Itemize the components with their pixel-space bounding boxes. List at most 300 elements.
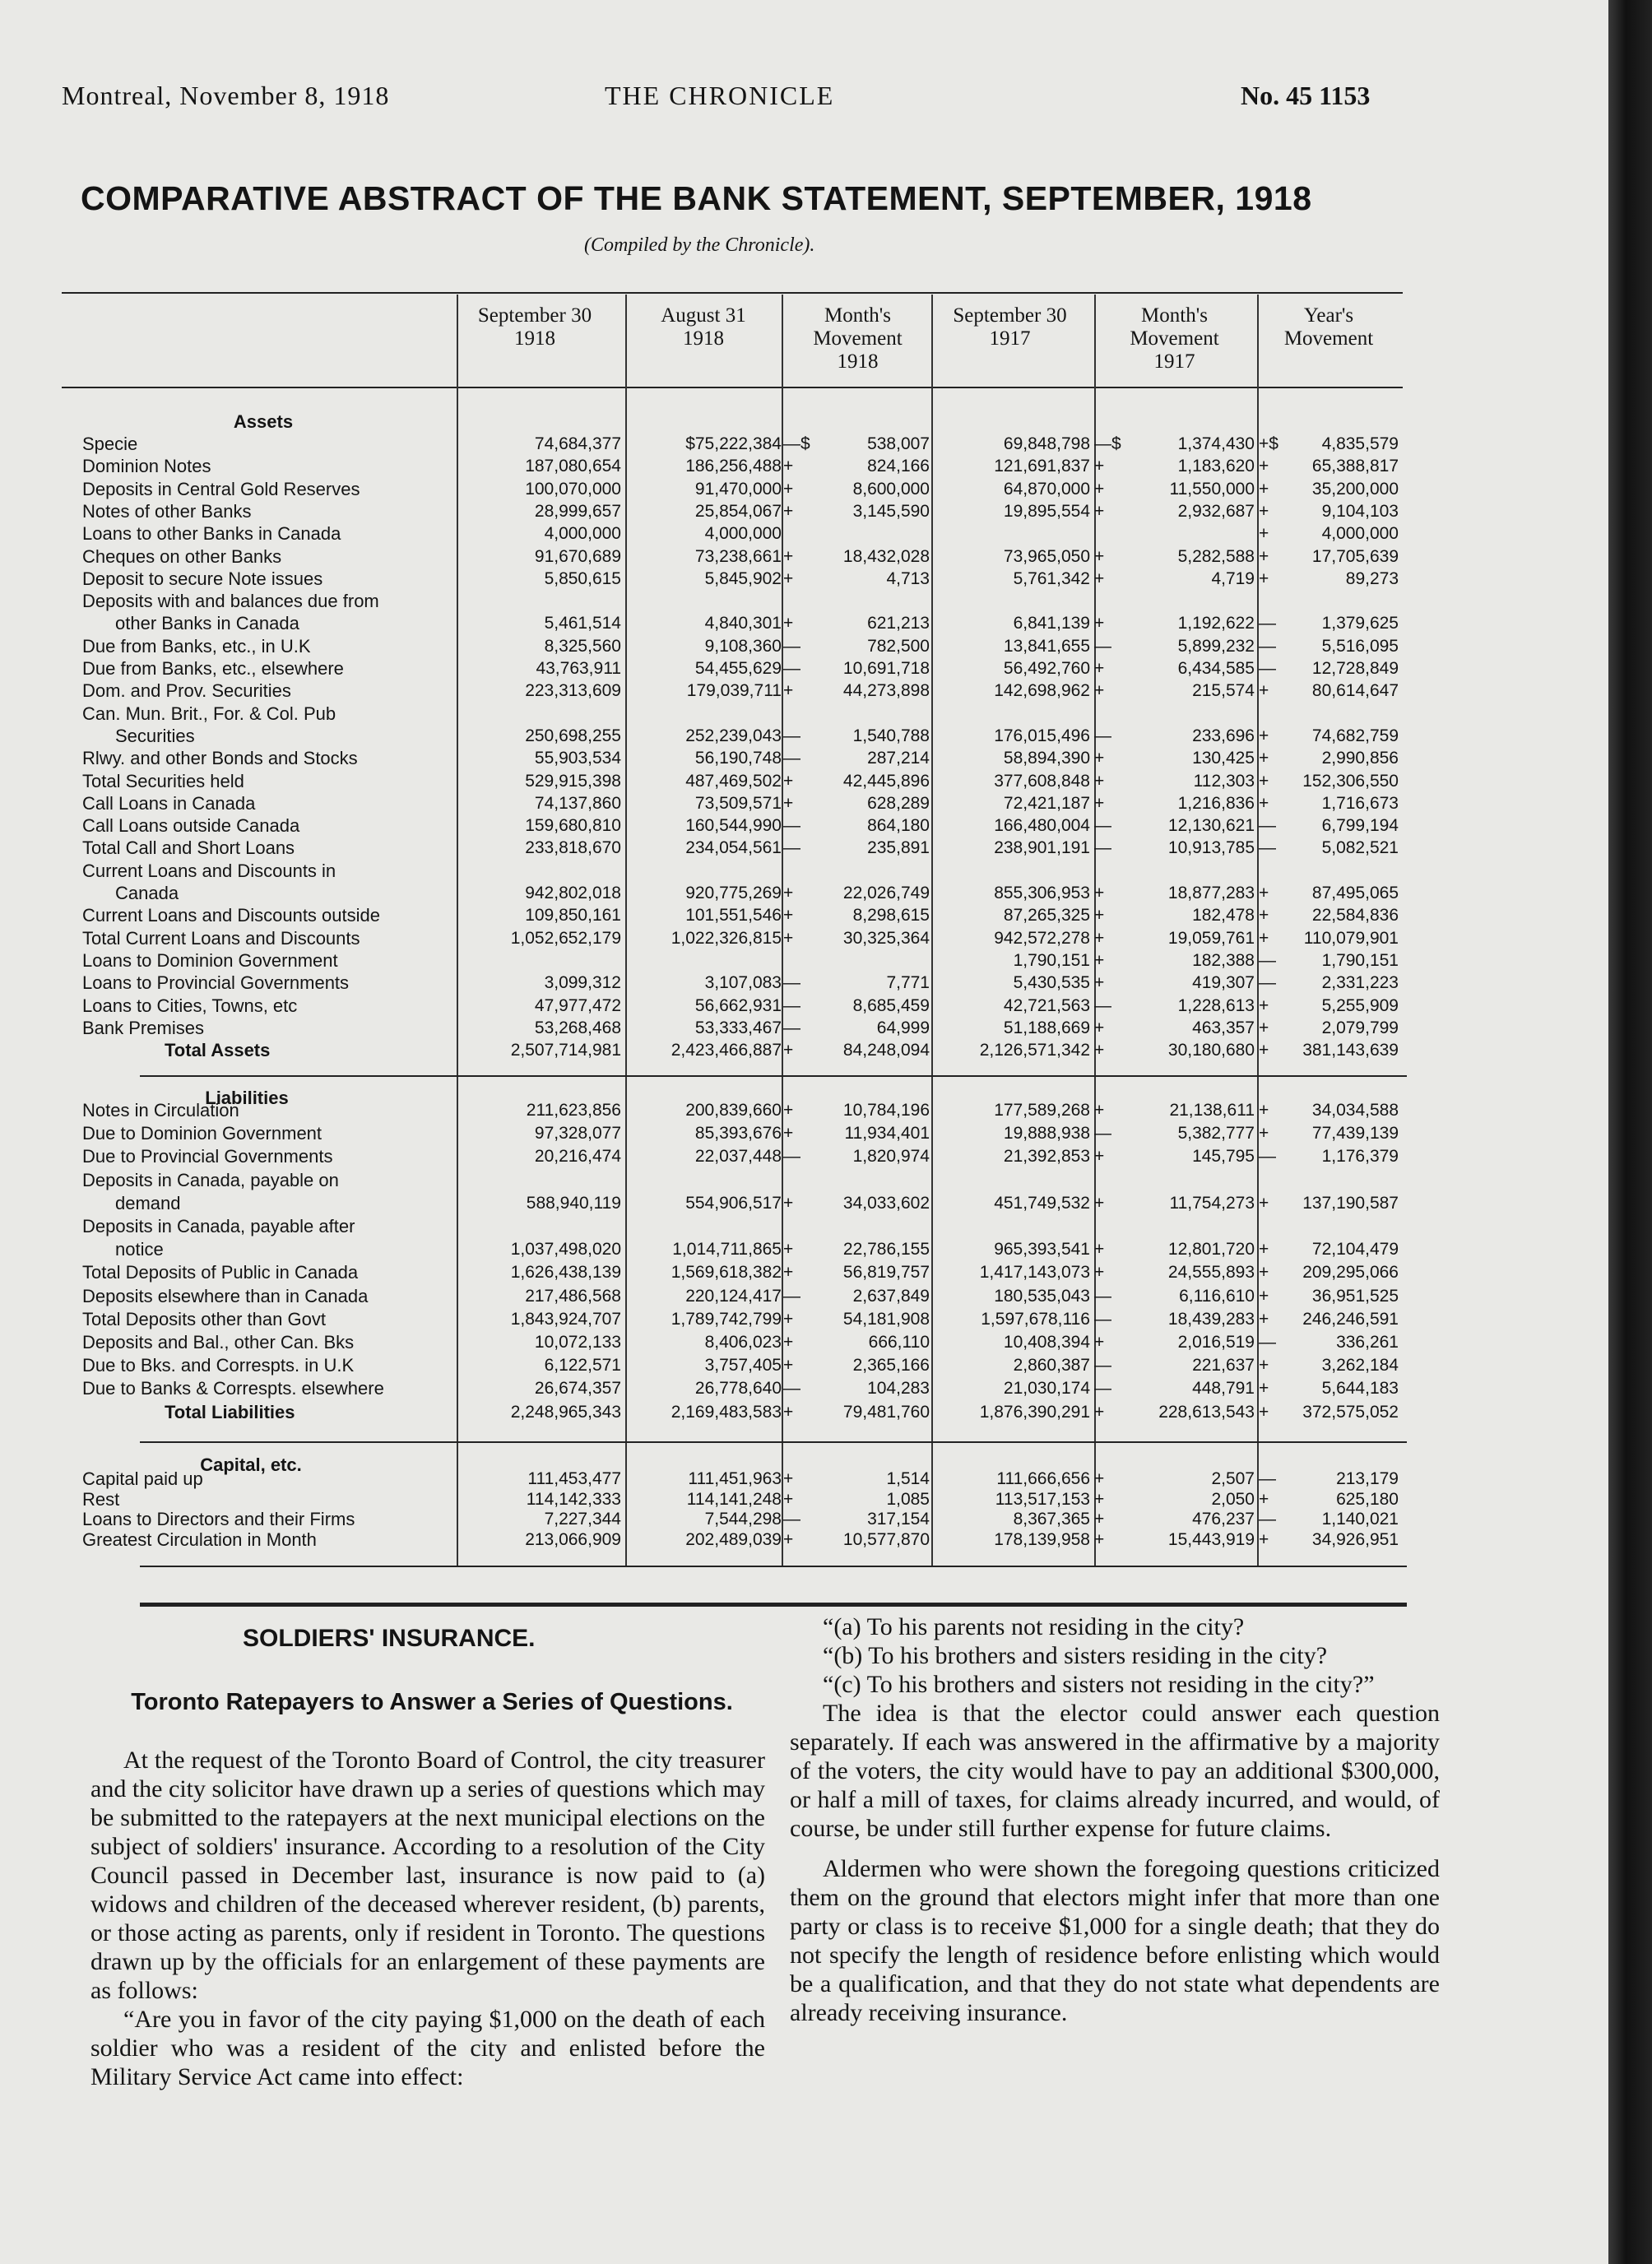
cell-sign: +: [1259, 1240, 1269, 1260]
column-header: August 31 1918: [661, 304, 746, 350]
cell-sign: +: [783, 906, 794, 926]
cell-value: 202,489,039: [685, 1529, 782, 1549]
header-page-number: No. 45 1153: [1241, 81, 1371, 110]
cell-value: 211,623,856: [526, 1101, 621, 1120]
cell-value: 73,965,050: [1003, 546, 1090, 566]
row-label: Total Assets: [165, 1040, 271, 1061]
article-paragraph: Aldermen who were shown the foregoing questions criticized them on the ground that electors might infer that more than one party or class is to receive $1,000 for a single death; that they do not specify the length of residence before enlisting which would be a qualification, and that they do not state what dependents are already receiving insurance.: [790, 1855, 1440, 2026]
cell-value: 7,227,344: [544, 1510, 621, 1529]
cell-value: 5,850,615: [544, 568, 621, 588]
cell-sign: —: [783, 636, 800, 656]
cell-value: 1,183,620: [1177, 457, 1255, 476]
table-row: [0, 545, 1608, 567]
table-row: [0, 478, 1608, 499]
cell-value: 73,238,661: [694, 546, 782, 566]
cell-value: 233,818,670: [525, 838, 621, 858]
cell-value: 8,298,615: [852, 906, 930, 926]
cell-value: 3,107,083: [704, 973, 782, 993]
cell-value: 920,775,269: [685, 884, 782, 902]
cell-sign: +: [1094, 1402, 1105, 1422]
row-label: Due from Banks, etc., elsewhere: [82, 658, 344, 679]
cell-sign: —: [1259, 1469, 1276, 1488]
article-right-column: [790, 1612, 1440, 2027]
row-label: Notes in Circulation: [82, 1100, 239, 1120]
cell-value: 5,761,342: [1013, 568, 1090, 588]
cell-value: 4,000,000: [544, 524, 621, 544]
cell-value: 451,749,532: [994, 1193, 1090, 1213]
cell-value: 74,137,860: [534, 793, 621, 813]
cell-value: 5,282,588: [1177, 546, 1255, 566]
cell-sign: +: [1259, 771, 1269, 791]
cell-sign: +: [783, 1489, 794, 1509]
cell-value: 43,763,911: [536, 659, 621, 678]
cell-sign: +: [1259, 681, 1269, 701]
cell-value: 5,644,183: [1321, 1379, 1399, 1399]
row-label: Call Loans outside Canada: [82, 815, 300, 837]
row-label: Due to Provincial Governments: [82, 1146, 333, 1167]
cell-sign: +: [1094, 906, 1105, 926]
cell-value: 73,509,571: [694, 793, 782, 813]
cell-sign: +: [1094, 1193, 1105, 1213]
row-label: Total Deposits other than Govt: [82, 1308, 326, 1329]
section-capital-heading: Capital, etc.: [200, 1454, 302, 1475]
article-paragraph: “(b) To his brothers and sisters residing in the city?: [823, 1642, 1328, 1669]
cell-value: 145,795: [1192, 1147, 1255, 1167]
header-bottom-rule: [62, 387, 1403, 388]
cell-value: 53,333,467: [694, 1018, 782, 1037]
cell-value: 3,099,312: [544, 973, 621, 993]
cell-value: 1,540,788: [852, 726, 930, 745]
cell-sign: +: [1259, 1263, 1269, 1283]
row-label: other Banks in Canada: [115, 613, 299, 634]
cell-sign: —: [783, 816, 800, 836]
row-label: Loans to Cities, Towns, etc: [82, 995, 298, 1016]
cell-value: 487,469,502: [685, 771, 782, 791]
column-header: September 30 1918: [477, 304, 592, 350]
cell-value: 666,110: [868, 1333, 930, 1352]
article-paragraph: The idea is that the elector could answer each question separately. If each was answered in the affirmative by a majority of the voters, the city would have to pay an additional $300,000, or half a mill of taxes, for claims already incurred, and would, of course, be under still further expense for future claims.: [790, 1700, 1440, 1842]
cell-value: 1,569,618,382: [671, 1263, 782, 1283]
row-label: Dom. and Prov. Securities: [82, 680, 291, 702]
table-row: [0, 1380, 1608, 1397]
table-row: [0, 949, 1608, 971]
cell-value: 69,848,798: [1003, 434, 1090, 453]
table-row: [0, 1401, 1608, 1422]
table-row: [0, 680, 1608, 702]
cell-value: 44,273,898: [842, 681, 930, 701]
cell-sign: +: [1094, 1018, 1105, 1037]
cell-value: 36,951,525: [1311, 1286, 1399, 1306]
cell-sign: —: [1259, 659, 1276, 678]
table-row: [0, 725, 1608, 746]
cell-value: 121,691,837: [994, 457, 1090, 476]
cell-value: 51,188,669: [1003, 1018, 1090, 1037]
cell-value: 13,841,655: [1003, 636, 1090, 656]
cell-value: 1,716,673: [1321, 793, 1399, 813]
table-row: [0, 635, 1608, 656]
cell-value: 56,819,757: [842, 1263, 930, 1283]
row-label: Cheques on other Banks: [82, 545, 282, 567]
table-subtitle: (Compiled by the Chronicle).: [584, 234, 815, 256]
cell-value: 448,791: [1192, 1379, 1255, 1399]
cell-value: 5,461,514: [544, 614, 621, 633]
cell-value: 47,977,472: [534, 995, 621, 1015]
cell-value: 2,507,714,981: [510, 1041, 621, 1060]
cell-value: 6,434,585: [1177, 659, 1255, 678]
table-row: [0, 568, 1608, 589]
row-label: Current Loans and Discounts outside: [82, 905, 380, 926]
table-row: [0, 1042, 1608, 1059]
cell-value: 372,575,052: [1302, 1402, 1399, 1422]
cell-value: 11,934,401: [844, 1124, 930, 1144]
cell-value: 142,698,962: [994, 681, 1090, 701]
cell-value: 22,584,836: [1311, 906, 1399, 926]
row-label: demand: [115, 1192, 181, 1213]
cell-sign: +: [783, 1333, 794, 1352]
cell-value: 2,932,687: [1177, 501, 1255, 521]
cell-sign: +: [1259, 995, 1269, 1015]
cell-value: 166,480,004: [994, 816, 1090, 836]
cell-sign: +: [1094, 681, 1105, 701]
cell-sign: —: [783, 973, 800, 993]
row-label: Deposits in Central Gold Reserves: [82, 478, 360, 499]
row-label: Rest: [82, 1488, 120, 1510]
cell-value: 1,417,143,073: [979, 1263, 1090, 1283]
cell-value: 4,840,301: [704, 614, 782, 633]
cell-value: 19,895,554: [1003, 501, 1090, 521]
table-bottom-rule: [140, 1566, 1407, 1567]
row-label: Specie: [82, 434, 138, 454]
cell-value: 89,273: [1345, 568, 1399, 588]
cell-value: 1,216,836: [1177, 793, 1255, 813]
table-row: [0, 615, 1608, 632]
cell-value: 21,138,611: [1169, 1101, 1255, 1120]
cell-sign: +: [1094, 1469, 1105, 1488]
row-label: Due to Banks & Correspts. elsewhere: [82, 1378, 384, 1399]
cell-value: 2,331,223: [1321, 973, 1399, 993]
cell-sign: +: [1094, 1101, 1105, 1120]
cell-value: 58,894,390: [1003, 749, 1090, 768]
table-row: [0, 927, 1608, 949]
cell-sign: +: [1259, 524, 1269, 544]
column-header: Month's Movement 1918: [813, 304, 903, 373]
cell-sign: —: [1259, 816, 1276, 836]
cell-value: 12,130,621: [1167, 816, 1255, 836]
cell-value: 5,255,909: [1321, 995, 1399, 1015]
cell-value: 215,574: [1192, 681, 1255, 701]
cell-value: 18,439,283: [1167, 1309, 1255, 1329]
row-label: notice: [115, 1239, 164, 1260]
cell-value: 4,719: [1211, 568, 1255, 588]
cell-value: 1,514: [886, 1469, 930, 1488]
row-label: Deposit to secure Note issues: [82, 568, 323, 589]
table-row: [0, 750, 1608, 767]
cell-value: 79,481,760: [842, 1402, 930, 1422]
cell-value: 9,104,103: [1321, 501, 1399, 521]
cell-value: 6,841,139: [1013, 614, 1090, 633]
table-row: [0, 1148, 1608, 1165]
cell-value: 2,860,387: [1013, 1356, 1090, 1376]
table-row: [0, 995, 1608, 1016]
cell-value: 625,180: [1336, 1489, 1399, 1509]
cell-value: 19,059,761: [1167, 928, 1255, 948]
table-row: [0, 500, 1608, 522]
cell-value: 1,140,021: [1321, 1510, 1399, 1529]
cell-sign: +: [1259, 1018, 1269, 1037]
cell-value: 112,303: [1193, 771, 1255, 791]
cell-value: 26,778,640: [694, 1379, 782, 1399]
cell-value: 21,030,174: [1003, 1379, 1090, 1399]
cell-value: 381,143,639: [1302, 1041, 1399, 1060]
cell-value: 53,268,468: [534, 1018, 621, 1037]
cell-sign: +: [1094, 1333, 1105, 1352]
cell-value: 110,079,901: [1303, 928, 1399, 948]
cell-value: 238,901,191: [994, 838, 1090, 858]
table-row: [0, 1488, 1608, 1510]
cell-value: 228,613,543: [1158, 1402, 1255, 1422]
cell-value: 26,674,357: [534, 1379, 621, 1399]
cell-value: 287,214: [867, 749, 930, 768]
cell-sign: —: [1094, 816, 1111, 836]
cell-value: 77,439,139: [1311, 1124, 1399, 1144]
cell-value: 56,190,748: [694, 749, 782, 768]
cell-value: 4,000,000: [704, 524, 782, 544]
table-top-rule: [62, 292, 1403, 294]
cell-sign: +: [783, 1041, 794, 1060]
cell-value: 34,926,951: [1311, 1529, 1399, 1549]
cell-value: 104,283: [867, 1379, 930, 1399]
cell-sign: +: [1094, 614, 1105, 633]
cell-value: 137,190,587: [1302, 1193, 1399, 1213]
cell-value: 42,721,563: [1003, 995, 1090, 1015]
cell-sign: +: [1094, 568, 1105, 588]
cell-sign: +: [1094, 1529, 1105, 1549]
row-label: Loans to other Banks in Canada: [82, 523, 341, 545]
cell-sign: —: [1259, 973, 1276, 993]
cell-value: 209,295,066: [1302, 1263, 1399, 1283]
cell-value: 72,421,187: [1003, 793, 1090, 813]
cell-value: 200,839,660: [685, 1101, 782, 1120]
cell-value: 186,256,488: [685, 457, 782, 476]
row-label: Deposits with and balances due from: [82, 591, 379, 612]
cell-value: 4,835,579: [1321, 434, 1399, 453]
cell-value: 114,142,333: [526, 1489, 621, 1509]
cell-value: 6,116,610: [1179, 1286, 1255, 1306]
cell-sign: +$: [1259, 434, 1278, 453]
cell-value: 178,139,958: [994, 1529, 1090, 1549]
cell-value: 782,500: [867, 636, 930, 656]
cell-value: 2,126,571,342: [979, 1041, 1090, 1060]
row-label: Deposits and Bal., other Can. Bks: [82, 1332, 355, 1352]
cell-value: 2,248,965,343: [510, 1402, 621, 1422]
cell-sign: +: [783, 771, 794, 791]
cell-sign: +: [1259, 906, 1269, 926]
cell-value: 74,684,377: [534, 434, 621, 453]
cell-sign: +: [783, 1101, 794, 1120]
cell-value: 234,054,561: [685, 838, 782, 858]
cell-value: 252,239,043: [685, 726, 782, 745]
cell-sign: +: [783, 501, 794, 521]
row-label: Total Call and Short Loans: [82, 837, 295, 859]
cell-value: 8,600,000: [852, 479, 930, 499]
cell-value: 2,423,466,887: [671, 1041, 782, 1060]
cell-value: 21,392,853: [1003, 1147, 1090, 1167]
cell-value: 942,572,278: [994, 928, 1090, 948]
cell-value: 12,801,720: [1167, 1240, 1255, 1260]
cell-sign: +: [1259, 1124, 1269, 1144]
cell-value: 529,915,398: [525, 771, 621, 791]
table-row: [0, 1511, 1608, 1528]
cell-value: 109,850,161: [525, 906, 621, 926]
section-assets-heading: Assets: [233, 411, 294, 432]
row-label: Total Deposits of Public in Canada: [82, 1262, 359, 1283]
cell-value: 54,455,629: [694, 659, 782, 678]
cell-sign: +: [783, 546, 794, 566]
section-liabilities-heading: Liabilities: [205, 1088, 289, 1108]
cell-sign: +: [783, 479, 794, 499]
cell-value: 56,492,760: [1003, 659, 1090, 678]
cell-value: 35,200,000: [1311, 479, 1399, 499]
table-row: [0, 1357, 1608, 1374]
cell-value: 2,050: [1211, 1489, 1255, 1509]
cell-sign: +: [1094, 457, 1105, 476]
cell-value: 179,039,711: [686, 681, 782, 701]
cell-value: 111,451,963: [688, 1469, 782, 1488]
cell-value: 111,666,656: [996, 1469, 1090, 1488]
cell-sign: —: [1259, 1333, 1276, 1352]
cell-value: 2,079,799: [1321, 1018, 1399, 1037]
cell-sign: +: [783, 1309, 794, 1329]
cell-sign: —$: [1094, 434, 1121, 453]
cell-value: 246,246,591: [1302, 1309, 1399, 1329]
cell-sign: +: [1259, 546, 1269, 566]
table-row: [0, 1468, 1608, 1489]
cell-value: 64,870,000: [1003, 479, 1090, 499]
cell-value: 180,535,043: [994, 1286, 1090, 1306]
cell-sign: +: [783, 457, 794, 476]
cell-value: 8,325,560: [544, 636, 621, 656]
cell-sign: +: [1094, 501, 1105, 521]
table-row: [0, 1102, 1608, 1119]
cell-sign: —: [783, 1018, 800, 1037]
cell-value: 5,082,521: [1321, 838, 1399, 858]
cell-sign: +: [1259, 457, 1269, 476]
cell-value: 223,313,609: [525, 681, 621, 701]
cell-value: 855,306,953: [994, 884, 1090, 902]
cell-sign: +: [1094, 1041, 1105, 1060]
cell-value: 1,374,430: [1177, 434, 1255, 453]
table-row: [0, 1285, 1608, 1306]
cell-sign: +: [1094, 793, 1105, 813]
cell-value: 10,577,870: [842, 1529, 930, 1549]
row-label: Due from Banks, etc., in U.K: [82, 635, 311, 656]
cell-value: 182,388: [1192, 950, 1255, 970]
cell-value: 3,262,184: [1321, 1356, 1399, 1376]
cell-value: 4,713: [886, 568, 930, 588]
cell-value: 2,990,856: [1321, 749, 1399, 768]
cell-value: 554,906,517: [685, 1193, 782, 1213]
cell-sign: +: [1259, 1379, 1269, 1399]
cell-sign: +: [783, 1469, 794, 1488]
cell-value: 187,080,654: [525, 457, 621, 476]
cell-value: 87,495,065: [1311, 884, 1399, 902]
row-label: Total Securities held: [82, 770, 244, 791]
cell-value: 221,637: [1192, 1356, 1255, 1376]
cell-value: 5,382,777: [1177, 1124, 1255, 1144]
cell-value: 55,903,534: [534, 749, 621, 768]
table-row: [0, 972, 1608, 994]
cell-value: 100,070,000: [525, 479, 621, 499]
page-gutter: [1608, 0, 1652, 2264]
article-separator: [140, 1603, 1407, 1607]
cell-value: 217,486,568: [525, 1286, 621, 1306]
cell-value: 965,393,541: [994, 1240, 1090, 1260]
cell-sign: +: [783, 1240, 794, 1260]
cell-value: 97,328,077: [534, 1124, 621, 1144]
cell-value: 91,470,000: [694, 479, 782, 499]
cell-value: 11,754,273: [1169, 1193, 1255, 1213]
cell-value: $75,222,384: [685, 434, 782, 453]
cell-sign: +: [1094, 1147, 1105, 1167]
cell-value: 1,597,678,116: [981, 1309, 1090, 1329]
article-title: SOLDIERS' INSURANCE.: [243, 1625, 536, 1652]
cell-value: 24,555,893: [1167, 1263, 1255, 1283]
row-label: Bank Premises: [82, 1017, 204, 1038]
cell-sign: +: [783, 681, 794, 701]
cell-sign: +: [1094, 771, 1105, 791]
row-label: Deposits in Canada, payable after: [82, 1216, 355, 1236]
cell-value: 419,307: [1192, 973, 1255, 993]
liabilities-bottom-rule: [140, 1441, 1407, 1443]
table-row: [0, 792, 1608, 814]
row-label: Notes of other Banks: [82, 500, 252, 522]
cell-sign: —: [783, 995, 800, 1015]
cell-value: 85,393,676: [694, 1124, 782, 1144]
cell-value: 220,124,417: [685, 1286, 782, 1306]
cell-sign: +: [1259, 568, 1269, 588]
cell-value: 1,014,711,865: [672, 1240, 782, 1260]
cell-sign: +: [783, 568, 794, 588]
cell-value: 111,453,477: [527, 1469, 621, 1488]
cell-value: 160,544,990: [685, 816, 782, 836]
cell-sign: +: [1259, 1356, 1269, 1376]
row-label: Greatest Circulation in Month: [82, 1529, 317, 1550]
cell-value: 628,289: [867, 793, 930, 813]
cell-value: 336,261: [1336, 1333, 1399, 1352]
cell-sign: +: [1094, 546, 1105, 566]
cell-value: 10,072,133: [534, 1333, 621, 1352]
row-label: Total Current Loans and Discounts: [82, 927, 360, 949]
cell-value: 12,728,849: [1311, 659, 1399, 678]
cell-value: 34,033,602: [842, 1193, 930, 1213]
cell-value: 10,913,785: [1167, 838, 1255, 858]
cell-value: 1,789,742,799: [671, 1309, 782, 1329]
row-label: Due to Dominion Government: [82, 1123, 323, 1144]
cell-value: 1,820,974: [852, 1147, 930, 1167]
table-row: [0, 593, 1608, 610]
table-row: [0, 1264, 1608, 1281]
cell-value: 213,066,909: [525, 1529, 621, 1549]
cell-value: 7,771: [886, 973, 930, 993]
cell-value: 2,637,849: [852, 1286, 930, 1306]
cell-value: 8,685,459: [852, 995, 930, 1015]
cell-value: 1,790,151: [1013, 950, 1090, 970]
cell-sign: —: [1259, 636, 1276, 656]
cell-sign: +: [1259, 884, 1269, 902]
article-paragraph: “(c) To his brothers and sisters not residing in the city?”: [823, 1671, 1375, 1698]
cell-value: 1,876,390,291: [979, 1402, 1090, 1422]
row-label: Current Loans and Discounts in: [82, 860, 336, 881]
